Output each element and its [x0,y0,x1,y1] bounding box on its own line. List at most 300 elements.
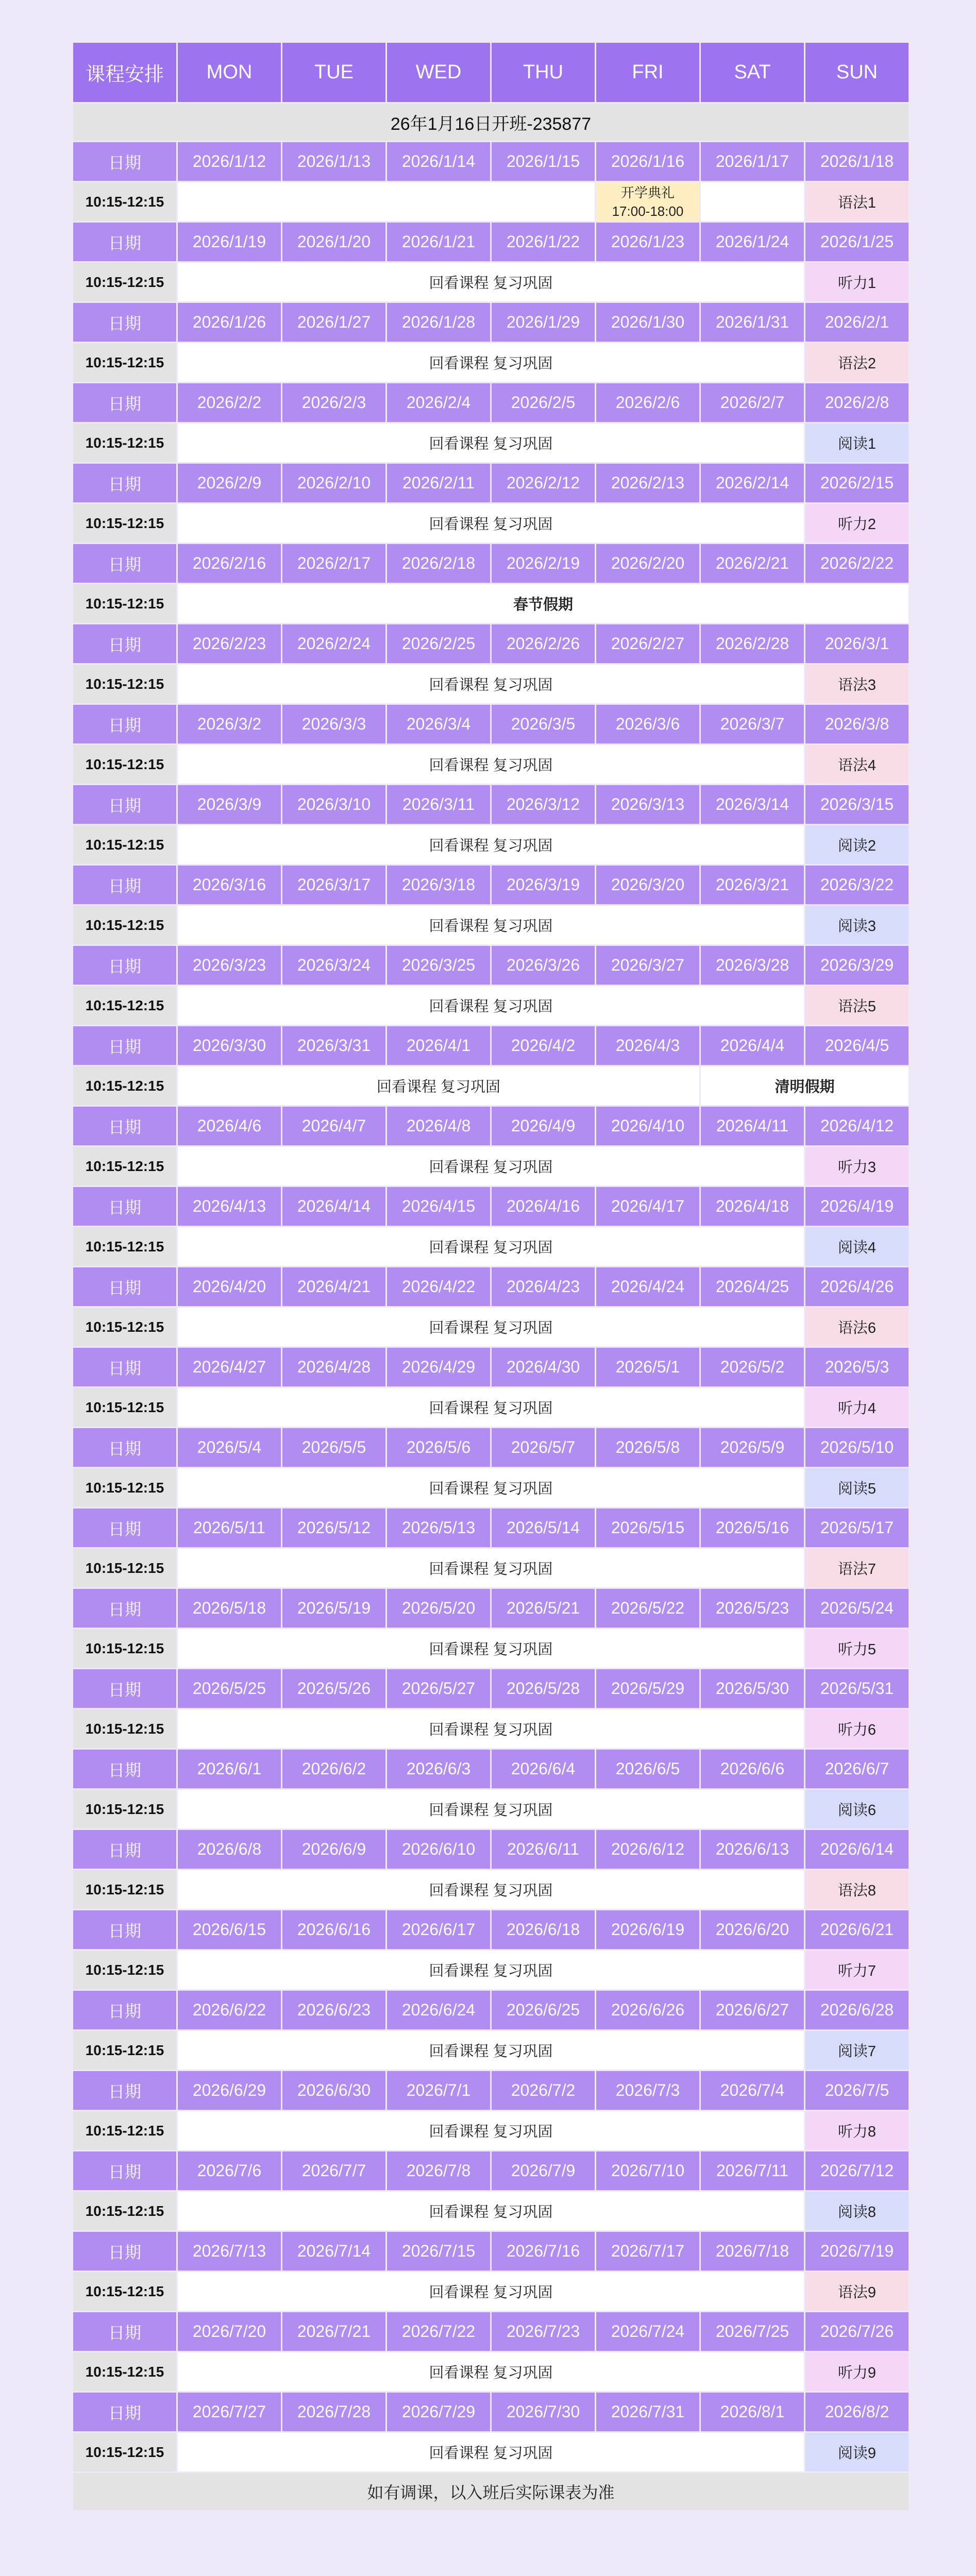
date-cell: 2026/1/15 [492,142,595,181]
date-cell: 2026/4/20 [178,1267,281,1306]
date-cell: 2026/6/1 [178,1750,281,1788]
sunday-lesson-cell: 语法5 [805,986,908,1025]
sunday-lesson-cell: 语法6 [805,1308,908,1346]
date-cell: 2026/5/17 [805,1509,908,1547]
date-row-label: 日期 [73,223,176,261]
session-row [73,1066,908,1105]
review-cell: 回看课程 复习巩固 [178,423,804,462]
date-cell: 2026/5/31 [805,1669,908,1708]
time-slot: 10:15-12:15 [73,1951,176,1989]
date-cell: 2026/4/12 [805,1107,908,1145]
date-cell: 2026/1/17 [701,142,804,181]
sunday-lesson-cell: 语法8 [805,1870,908,1909]
session-row [73,2272,908,2311]
date-row-label: 日期 [73,1267,176,1306]
date-cell: 2026/5/5 [282,1428,385,1467]
date-cell: 2026/2/5 [492,383,595,422]
sunday-lesson-cell: 阅读2 [805,825,908,864]
date-cell: 2026/5/20 [387,1589,490,1628]
time-slot: 10:15-12:15 [73,423,176,462]
date-row-label: 日期 [73,1750,176,1788]
date-cell: 2026/5/22 [596,1589,699,1628]
session-row [73,1308,908,1346]
review-cell: 回看课程 复习巩固 [178,1549,804,1587]
date-cell: 2026/6/23 [282,1991,385,2029]
date-cell: 2026/4/22 [387,1267,490,1306]
date-row [73,1589,908,1628]
date-cell: 2026/3/3 [282,705,385,743]
date-cell: 2026/7/16 [492,2232,595,2270]
review-cell: 回看课程 复习巩固 [178,2192,804,2230]
date-cell: 2026/6/29 [178,2071,281,2110]
review-cell: 回看课程 复习巩固 [178,745,804,784]
date-cell: 2026/4/14 [282,1187,385,1226]
time-slot: 10:15-12:15 [73,263,176,301]
date-cell: 2026/4/28 [282,1348,385,1386]
time-slot: 10:15-12:15 [73,1549,176,1587]
date-row [73,705,908,743]
date-row-label: 日期 [73,624,176,663]
date-cell: 2026/5/30 [701,1669,804,1708]
date-row-label: 日期 [73,1187,176,1226]
date-cell: 2026/2/8 [805,383,908,422]
footer-row [73,2473,908,2510]
date-cell: 2026/3/14 [701,785,804,824]
time-slot: 10:15-12:15 [73,2272,176,2311]
date-cell: 2026/2/15 [805,464,908,502]
date-row-label: 日期 [73,2071,176,2110]
date-cell: 2026/6/12 [596,1830,699,1869]
date-cell: 2026/7/22 [387,2312,490,2351]
date-cell: 2026/3/2 [178,705,281,743]
class-title-row [73,104,908,141]
date-cell: 2026/5/29 [596,1669,699,1708]
date-cell: 2026/7/12 [805,2151,908,2190]
date-cell: 2026/7/8 [387,2151,490,2190]
date-cell: 2026/5/10 [805,1428,908,1467]
session-row [73,2433,908,2471]
date-cell: 2026/7/27 [178,2393,281,2431]
date-cell: 2026/2/16 [178,544,281,583]
date-cell: 2026/2/26 [492,624,595,663]
date-row-label: 日期 [73,303,176,342]
event-title: 开学典礼 [620,184,675,200]
sunday-lesson-cell: 听力8 [805,2111,908,2150]
review-cell: 回看课程 复习巩固 [178,1308,804,1346]
review-cell: 回看课程 复习巩固 [178,1227,804,1266]
date-row [73,1107,908,1145]
sunday-lesson-cell: 阅读8 [805,2192,908,2230]
date-cell: 2026/4/1 [387,1026,490,1065]
date-cell: 2026/7/28 [282,2393,385,2431]
date-cell: 2026/3/28 [701,946,804,985]
date-cell: 2026/1/25 [805,223,908,261]
date-cell: 2026/5/1 [596,1348,699,1386]
date-row [73,303,908,342]
session-row [73,986,908,1025]
date-row [73,464,908,502]
sunday-lesson-cell: 阅读9 [805,2433,908,2471]
date-cell: 2026/2/12 [492,464,595,502]
date-cell: 2026/7/1 [387,2071,490,2110]
time-slot: 10:15-12:15 [73,1790,176,1828]
date-row-label: 日期 [73,1509,176,1547]
sunday-lesson-cell: 阅读5 [805,1468,908,1507]
date-row-label: 日期 [73,1589,176,1628]
date-cell: 2026/2/24 [282,624,385,663]
date-cell: 2026/1/14 [387,142,490,181]
date-cell: 2026/3/9 [178,785,281,824]
date-cell: 2026/5/18 [178,1589,281,1628]
time-slot: 10:15-12:15 [73,1629,176,1668]
time-slot: 10:15-12:15 [73,1870,176,1909]
session-row [73,423,908,462]
review-cell: 回看课程 复习巩固 [178,2272,804,2311]
review-cell: 回看课程 复习巩固 [178,2031,804,2070]
session-row [73,504,908,543]
date-row [73,1991,908,2029]
date-row-label: 日期 [73,866,176,904]
date-cell: 2026/6/2 [282,1750,385,1788]
date-cell: 2026/7/19 [805,2232,908,2270]
date-cell: 2026/1/24 [701,223,804,261]
date-cell: 2026/7/30 [492,2393,595,2431]
sunday-lesson-cell: 语法2 [805,343,908,382]
time-slot: 10:15-12:15 [73,343,176,382]
date-row-label: 日期 [73,1107,176,1145]
date-cell: 2026/6/24 [387,1991,490,2029]
sunday-lesson-cell: 听力1 [805,263,908,301]
holiday-cell: 清明假期 [701,1066,908,1105]
date-cell: 2026/3/16 [178,866,281,904]
date-cell: 2026/7/20 [178,2312,281,2351]
date-cell: 2026/6/7 [805,1750,908,1788]
date-cell: 2026/2/14 [701,464,804,502]
date-cell: 2026/6/16 [282,1910,385,1949]
date-cell: 2026/3/5 [492,705,595,743]
date-cell: 2026/7/5 [805,2071,908,2110]
date-cell: 2026/5/26 [282,1669,385,1708]
date-cell: 2026/3/31 [282,1026,385,1065]
date-cell: 2026/1/22 [492,223,595,261]
sunday-lesson-cell: 听力3 [805,1147,908,1185]
date-cell: 2026/5/11 [178,1509,281,1547]
date-cell: 2026/2/13 [596,464,699,502]
date-cell: 2026/6/28 [805,1991,908,2029]
date-cell: 2026/4/24 [596,1267,699,1306]
date-cell: 2026/3/25 [387,946,490,985]
date-cell: 2026/4/4 [701,1026,804,1065]
date-row [73,544,908,583]
date-row-label: 日期 [73,1669,176,1708]
date-cell: 2026/2/20 [596,544,699,583]
opening-ceremony-cell [596,182,699,221]
time-slot: 10:15-12:15 [73,2433,176,2471]
date-cell: 2026/7/26 [805,2312,908,2351]
date-cell: 2026/4/25 [701,1267,804,1306]
time-slot: 10:15-12:15 [73,2192,176,2230]
session-row [73,182,908,221]
date-cell: 2026/4/23 [492,1267,595,1306]
review-cell: 回看课程 复习巩固 [178,1709,804,1748]
holiday-cell: 春节假期 [178,584,908,623]
date-row [73,1830,908,1869]
date-cell: 2026/1/18 [805,142,908,181]
date-cell: 2026/6/15 [178,1910,281,1949]
sunday-lesson-cell: 听力5 [805,1629,908,1668]
date-cell: 2026/8/2 [805,2393,908,2431]
date-cell: 2026/7/3 [596,2071,699,2110]
day-header-row [73,43,908,102]
date-cell: 2026/4/6 [178,1107,281,1145]
review-cell: 回看课程 复习巩固 [178,2111,804,2150]
date-row [73,2232,908,2270]
day-header-sun: SUN [805,43,908,102]
date-cell: 2026/4/10 [596,1107,699,1145]
date-cell: 2026/7/7 [282,2151,385,2190]
date-cell: 2026/7/23 [492,2312,595,2351]
date-cell: 2026/3/13 [596,785,699,824]
date-cell: 2026/4/11 [701,1107,804,1145]
date-cell: 2026/5/28 [492,1669,595,1708]
date-cell: 2026/3/8 [805,705,908,743]
date-cell: 2026/3/29 [805,946,908,985]
sunday-lesson-cell: 阅读6 [805,1790,908,1828]
date-cell: 2026/5/6 [387,1428,490,1467]
date-cell: 2026/2/18 [387,544,490,583]
date-row-label: 日期 [73,1910,176,1949]
date-cell: 2026/3/23 [178,946,281,985]
sunday-lesson-cell: 阅读3 [805,906,908,944]
date-cell: 2026/1/21 [387,223,490,261]
review-cell: 回看课程 复习巩固 [178,1147,804,1185]
sunday-lesson-cell: 听力9 [805,2352,908,2391]
session-row [73,745,908,784]
date-row-label: 日期 [73,2393,176,2431]
date-row [73,2393,908,2431]
time-slot: 10:15-12:15 [73,906,176,944]
date-cell: 2026/7/11 [701,2151,804,2190]
date-cell: 2026/3/10 [282,785,385,824]
date-row [73,1428,908,1467]
date-cell: 2026/5/21 [492,1589,595,1628]
date-cell: 2026/3/12 [492,785,595,824]
date-cell: 2026/5/8 [596,1428,699,1467]
session-row [73,665,908,703]
sunday-lesson-cell: 阅读1 [805,423,908,462]
review-cell: 回看课程 复习巩固 [178,665,804,703]
sunday-lesson-cell: 语法4 [805,745,908,784]
date-cell: 2026/6/5 [596,1750,699,1788]
date-cell: 2026/8/1 [701,2393,804,2431]
time-slot: 10:15-12:15 [73,1227,176,1266]
date-cell: 2026/3/11 [387,785,490,824]
date-cell: 2026/7/9 [492,2151,595,2190]
date-cell: 2026/4/16 [492,1187,595,1226]
date-cell: 2026/3/6 [596,705,699,743]
date-cell: 2026/1/19 [178,223,281,261]
date-cell: 2026/5/14 [492,1509,595,1547]
date-cell: 2026/5/19 [282,1589,385,1628]
day-header-tue: TUE [282,43,385,102]
time-slot: 10:15-12:15 [73,1388,176,1427]
date-cell: 2026/7/13 [178,2232,281,2270]
date-row [73,2312,908,2351]
sunday-lesson-cell: 阅读4 [805,1227,908,1266]
date-cell: 2026/2/11 [387,464,490,502]
review-cell: 回看课程 复习巩固 [178,1066,699,1105]
date-cell: 2026/2/2 [178,383,281,422]
session-row [73,584,908,623]
date-cell: 2026/2/7 [701,383,804,422]
sunday-lesson-cell: 语法7 [805,1549,908,1587]
date-cell: 2026/1/28 [387,303,490,342]
date-cell: 2026/1/31 [701,303,804,342]
date-row [73,624,908,663]
date-row [73,1267,908,1306]
date-cell: 2026/4/21 [282,1267,385,1306]
date-cell: 2026/2/4 [387,383,490,422]
date-cell: 2026/6/9 [282,1830,385,1869]
date-cell: 2026/2/1 [805,303,908,342]
date-cell: 2026/4/5 [805,1026,908,1065]
time-slot: 10:15-12:15 [73,584,176,623]
day-header-fri: FRI [596,43,699,102]
session-row [73,1549,908,1587]
date-cell: 2026/4/30 [492,1348,595,1386]
date-cell: 2026/2/10 [282,464,385,502]
time-slot: 10:15-12:15 [73,1147,176,1185]
date-cell: 2026/4/19 [805,1187,908,1226]
date-cell: 2026/3/4 [387,705,490,743]
date-row-label: 日期 [73,2312,176,2351]
date-cell: 2026/1/29 [492,303,595,342]
date-cell: 2026/4/15 [387,1187,490,1226]
date-cell: 2026/3/21 [701,866,804,904]
date-cell: 2026/4/17 [596,1187,699,1226]
session-row [73,2111,908,2150]
date-cell: 2026/5/15 [596,1509,699,1547]
review-cell: 回看课程 复习巩固 [178,1790,804,1828]
date-row-label: 日期 [73,946,176,985]
date-row [73,1750,908,1788]
date-cell: 2026/3/30 [178,1026,281,1065]
event-time: 17:00-18:00 [612,203,684,219]
date-cell: 2026/5/13 [387,1509,490,1547]
sunday-lesson-cell: 语法9 [805,2272,908,2311]
empty-cell [178,182,595,221]
sunday-lesson-cell: 语法3 [805,665,908,703]
session-row [73,1629,908,1668]
date-cell: 2026/6/6 [701,1750,804,1788]
date-row-label: 日期 [73,705,176,743]
date-cell: 2026/7/21 [282,2312,385,2351]
date-cell: 2026/2/22 [805,544,908,583]
date-cell: 2026/1/30 [596,303,699,342]
session-row [73,1709,908,1748]
date-cell: 2026/5/24 [805,1589,908,1628]
day-header-thu: THU [492,43,595,102]
date-cell: 2026/5/23 [701,1589,804,1628]
date-cell: 2026/5/9 [701,1428,804,1467]
date-row-label: 日期 [73,142,176,181]
date-cell: 2026/1/26 [178,303,281,342]
day-header-wed: WED [387,43,490,102]
time-slot: 10:15-12:15 [73,1308,176,1346]
date-row [73,866,908,904]
session-row [73,1227,908,1266]
session-row [73,1388,908,1427]
date-cell: 2026/7/14 [282,2232,385,2270]
date-cell: 2026/3/17 [282,866,385,904]
date-cell: 2026/5/25 [178,1669,281,1708]
date-cell: 2026/7/4 [701,2071,804,2110]
date-cell: 2026/6/3 [387,1750,490,1788]
date-cell: 2026/3/20 [596,866,699,904]
date-cell: 2026/6/11 [492,1830,595,1869]
session-row [73,906,908,944]
date-cell: 2026/2/23 [178,624,281,663]
session-row [73,2352,908,2391]
date-cell: 2026/2/28 [701,624,804,663]
date-cell: 2026/4/13 [178,1187,281,1226]
review-cell: 回看课程 复习巩固 [178,906,804,944]
date-cell: 2026/3/15 [805,785,908,824]
date-row [73,1187,908,1226]
date-row [73,142,908,181]
session-row [73,1790,908,1828]
date-cell: 2026/2/9 [178,464,281,502]
date-cell: 2026/6/4 [492,1750,595,1788]
date-cell: 2026/4/7 [282,1107,385,1145]
review-cell: 回看课程 复习巩固 [178,2352,804,2391]
date-row [73,785,908,824]
date-cell: 2026/2/27 [596,624,699,663]
session-row [73,343,908,382]
date-cell: 2026/1/20 [282,223,385,261]
date-cell: 2026/6/10 [387,1830,490,1869]
date-cell: 2026/7/29 [387,2393,490,2431]
date-row [73,1509,908,1547]
date-cell: 2026/5/4 [178,1428,281,1467]
date-row-label: 日期 [73,2232,176,2270]
day-header-mon: MON [178,43,281,102]
date-cell: 2026/6/8 [178,1830,281,1869]
date-cell: 2026/6/20 [701,1910,804,1949]
session-row [73,263,908,301]
time-slot: 10:15-12:15 [73,665,176,703]
sunday-lesson-cell: 听力2 [805,504,908,543]
date-cell: 2026/6/14 [805,1830,908,1869]
date-cell: 2026/7/10 [596,2151,699,2190]
date-row [73,223,908,261]
session-row [73,1951,908,1989]
date-row [73,1910,908,1949]
day-header-sat: SAT [701,43,804,102]
date-cell: 2026/1/23 [596,223,699,261]
date-cell: 2026/6/19 [596,1910,699,1949]
date-cell: 2026/3/27 [596,946,699,985]
date-cell: 2026/2/19 [492,544,595,583]
review-cell: 回看课程 复习巩固 [178,1629,804,1668]
date-row-label: 日期 [73,785,176,824]
review-cell: 回看课程 复习巩固 [178,343,804,382]
empty-cell [701,182,804,221]
schedule-table [72,41,910,2512]
time-slot: 10:15-12:15 [73,1468,176,1507]
date-cell: 2026/5/2 [701,1348,804,1386]
date-row-label: 日期 [73,1348,176,1386]
